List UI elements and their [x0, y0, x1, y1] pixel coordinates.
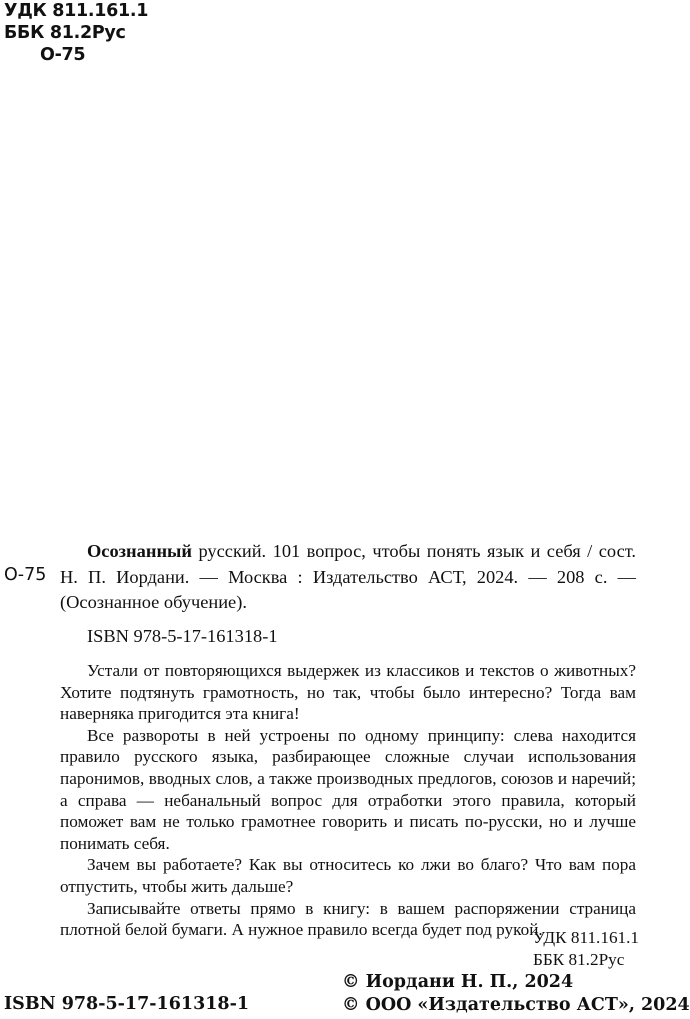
annotation-paragraph: Все развороты в ней устроены по одному принципу: слева находится правило русского языка, разбирающее сложные случаи использования паронимов, вводных слов, а также производных предлогов, союзов и наречий; а справа — небанальный вопрос для отработки этого правила, который поможет вам не только грамотнее говорить и писать по-русски, но и лучше понимать себя.: [60, 725, 636, 853]
footer-udk-code: УДК 811.161.1: [533, 928, 640, 947]
annotation-paragraph: Устали от повторяющихся выдержек из классиков и текстов о животных? Хотите подтянуть грамотность, но так, чтобы было интересно? Тогда вам наверняка пригодится эта книга!: [60, 661, 636, 724]
footer-bbk-code: ББК 81.2Рус: [533, 949, 625, 969]
isbn-line: ISBN 978-5-17-161318-1: [87, 626, 278, 646]
annotation-paragraph: Зачем вы работаете? Как вы относитесь ко лжи во благо? Что вам пора отпустить, чтобы жить дальше?: [60, 855, 636, 896]
record-title-bold: Осознанный: [87, 541, 192, 561]
udk-code: УДК 811.161.1: [4, 1, 149, 21]
copyright-author: © Иордани Н. П., 2024: [342, 972, 574, 992]
copyright-publisher: © ООО «Издательство АСТ», 2024: [342, 995, 690, 1015]
copyright-block: [342, 971, 690, 1017]
side-author-mark: О-75: [4, 565, 47, 585]
author-mark: О-75: [40, 45, 86, 65]
annotation-paragraph: Записывайте ответы прямо в книгу: в вашем распоряжении страница плотной белой бумаги. А нужное правило всегда будет под рукой.: [60, 898, 636, 940]
annotation: [60, 660, 636, 941]
bibliographic-record: [60, 539, 636, 616]
header-classification-codes: [4, 0, 148, 66]
record-description: русский. 101 вопрос, чтобы понять язык и себя / сост. Н. П. Иордани. — Москва : Издательство АСТ, 2024. — 208 с. — (Осознанное обучение).: [60, 541, 636, 612]
isbn-bottom: ISBN 978-5-17-161318-1: [4, 994, 250, 1014]
footer-classification-codes: [533, 927, 639, 970]
bbk-code: ББК 81.2Рус: [4, 23, 126, 43]
